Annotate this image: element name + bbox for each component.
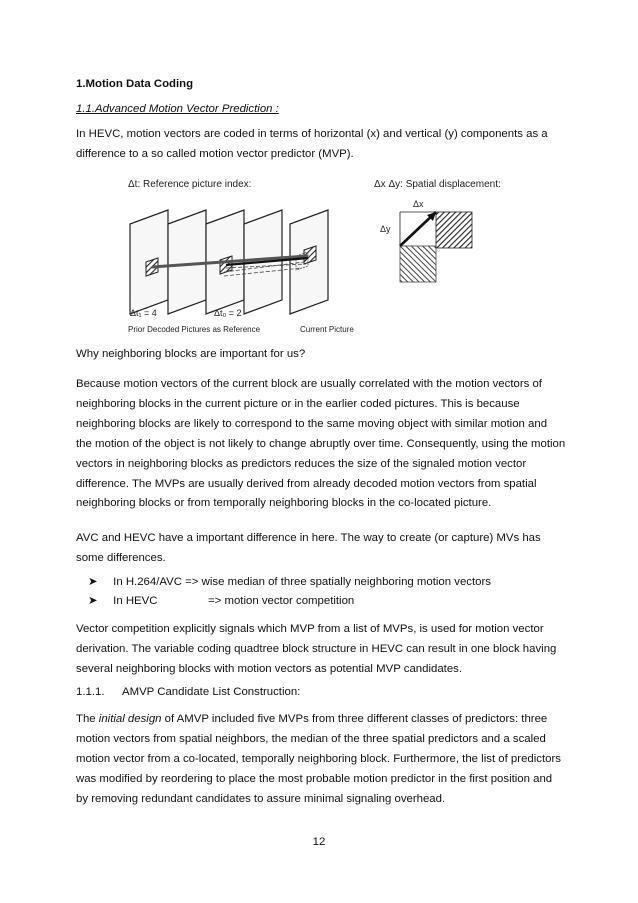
reference-block-detail: [400, 246, 436, 282]
page-number: 12: [312, 836, 326, 848]
paragraph-lead: The: [76, 713, 99, 725]
ref-index-label: Δt: Reference picture index:: [128, 179, 252, 190]
bullet-codec: In HEVC: [113, 595, 158, 607]
prior-pictures-caption: Prior Decoded Pictures as Reference: [128, 325, 261, 334]
paragraph-body: of AMVP included five MVPs from three different classes of predictors: three motion vectors from spatial neighbors, the median of the three spatial predictors and a scaled motion vector from a co-located, temporally neighboring block. Furthermore, the list of predictors was modified by reordering to place the most probable motion predictor in the first position and by removing redundant candidates to assure minimal signaling overhead.: [76, 713, 561, 805]
arrow-bullet-icon: ➤: [88, 595, 98, 607]
bullet-desc: => wise median of three spatially neighboring motion vectors: [185, 576, 491, 588]
initial-design-paragraph: [76, 710, 566, 810]
section-title: AMVP Candidate List Construction:: [122, 686, 301, 698]
avc-hevc-paragraph: AVC and HEVC have a important difference in here. The way to create (or capture) MVs has some differences.: [76, 532, 541, 564]
neighbors-paragraph: Because motion vectors of the current block are usually correlated with the motion vectors of neighboring blocks in the current picture or in the earlier coded pictures. This is because neighboring blocks are likely to correspond to the same moving object with similar motion and the motion of the object is not likely to change abruptly over time. Consequently, using the motion vectors in neighboring blocks as predictors reduces the size of the signaled motion vector difference. The MVPs are usually derived from already decoded motion vectors from spatial neighboring blocks or from temporally neighboring blocks in the co-located picture.: [76, 378, 566, 510]
bullet-desc: => motion vector competition: [208, 595, 355, 607]
current-picture-caption: Current Picture: [300, 325, 354, 334]
subsection-heading: 1.1.Advanced Motion Vector Prediction :: [76, 103, 279, 115]
arrow-bullet-icon: ➤: [88, 576, 98, 588]
section-number: 1.1.1.: [76, 686, 105, 698]
delta-t1-label: Δt₁ = 4: [130, 308, 157, 318]
section-heading: 1.Motion Data Coding: [76, 78, 194, 90]
dx-label: Δx: [413, 199, 424, 209]
question-line: Why neighboring blocks are important for us?: [76, 348, 306, 360]
competition-paragraph: Vector competition explicitly signals which MVP from a list of MVPs, is used for motion vector derivation. The variable coding quadtree block structure in HEVC can result in one block having several neighboring blocks with motion vectors as potential MVP candidates.: [76, 623, 557, 675]
motion-vector-figure: [116, 172, 516, 337]
subsubsection-heading: [76, 683, 566, 703]
intro-paragraph: In HEVC, motion vectors are coded in terms of horizontal (x) and vertical (y) components as a difference to a so called motion vector predictor (MVP).: [76, 128, 548, 160]
bullet-item: [88, 592, 355, 612]
bullet-codec: In H.264/AVC: [113, 576, 182, 588]
delta-t0-label: Δt₀ = 2: [214, 308, 242, 318]
spatial-displacement-label: Δx Δy: Spatial displacement:: [374, 179, 501, 190]
picture-frame: [168, 210, 206, 314]
bullet-item: [88, 573, 491, 593]
current-block-detail: [436, 212, 472, 248]
dy-label: Δy: [380, 224, 391, 234]
emphasis-text: initial design: [98, 713, 162, 725]
